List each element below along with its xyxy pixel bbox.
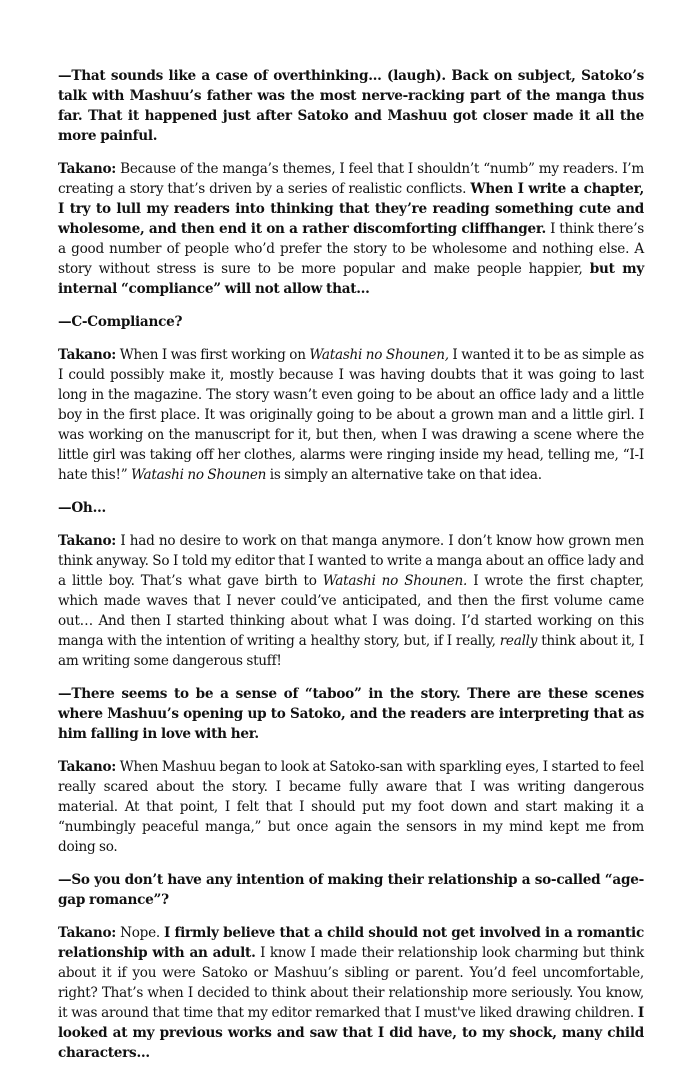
manga-title: Watashi no Shounen, <box>309 347 449 363</box>
question-text: —That sounds like a case of overthinking… (laugh). Back on subject, Satoko’s talk with Mashuu’s father was the most nerve-racking part of the manga thus far. That it happened just after Satoko and Mashuu got closer made it all the more painful. <box>58 68 644 144</box>
interview-question <box>58 684 644 744</box>
answer-emphasis: I firmly believe that a child should not get involved in a romantic relationship with an adult. <box>58 925 644 961</box>
manga-title: Watashi no Shounen. <box>322 573 468 589</box>
answer-text: Nope. <box>116 925 165 941</box>
answer-emphasis: I looked at my previous works and saw that I did have, to my shock, many child characters… <box>58 1005 644 1061</box>
interview-question <box>58 312 644 332</box>
interview-answer <box>58 159 644 299</box>
question-text: —Oh… <box>58 500 106 516</box>
question-text: —There seems to be a sense of “taboo” in the story. There are these scenes where Mashuu’s opening up to Satoko, and the readers are interpreting that as him falling in love with her. <box>58 686 644 742</box>
speaker-label: Takano: <box>58 347 117 363</box>
answer-text: When Mashuu began to look at Satoko-san with sparkling eyes, I started to feel really scared about the story. I became fully aware that I was writing dangerous material. At that point, I felt that I should put my foot down and start making it a “numbingly peaceful manga,” but once again the sensors in my mind kept me from doing so. <box>58 759 644 855</box>
question-text: —C-Compliance? <box>58 314 183 330</box>
speaker-label: Takano: <box>58 759 117 775</box>
answer-text: think about it, I am writing some dangerous stuff! <box>58 633 644 669</box>
interview-answer <box>58 531 644 671</box>
interview-question <box>58 66 644 146</box>
answer-text: When I was first working on <box>116 347 310 363</box>
manga-title: Watashi no Shounen <box>130 467 267 483</box>
document-page <box>58 66 644 1076</box>
answer-text: is simply an alternative take on that idea. <box>266 467 542 483</box>
interview-answer <box>58 757 644 857</box>
answer-emphasis: but my internal “compliance” will not allow that… <box>58 261 644 297</box>
answer-text: I know I made their relationship look charming but think about it if you were Satoko or Mashuu’s sibling or parent. You’d feel uncomfortable, right? That’s when I decided to think about their relationship more seriously. You know, it was around that time that my editor remarked that I must've liked drawing children. <box>58 945 645 1021</box>
speaker-label: Takano: <box>58 533 117 549</box>
answer-italic: really <box>499 633 538 649</box>
interview-question <box>58 870 644 910</box>
answer-text: I wanted it to be as simple as I could possibly make it, mostly because I was having doubts that it was going to last long in the magazine. The story wasn’t even going to be about an office lady and a little boy in the first place. It was originally going to be about a grown man and a little girl. I was working on the manuscript for it, but then, when I was drawing a scene where the little girl was taking off her clothes, alarms were ringing inside my head, telling me, “I-I hate this!” <box>58 347 644 483</box>
interview-answer <box>58 923 644 1063</box>
speaker-label: Takano: <box>58 925 117 941</box>
answer-text: I wrote the first chapter, which made waves that I never could’ve anticipated, and then the first volume came out… And then I started thinking about what I was doing. I’d started working on this manga with the intention of writing a healthy story, but, if I really, <box>58 573 644 649</box>
answer-text: I had no desire to work on that manga anymore. I don’t know how grown men think anyway. So I told my editor that I wanted to write a manga about an office lady and a little boy. That’s what gave birth to <box>58 533 644 589</box>
interview-answer <box>58 345 644 485</box>
speaker-label: Takano: <box>58 161 117 177</box>
answer-text: Because of the manga’s themes, I feel that I shouldn’t “numb” my readers. I’m creating a story that’s driven by a series of realistic conflicts. <box>58 161 644 197</box>
question-text: —So you don’t have any intention of making their relationship a so-called “age-gap romance”? <box>58 872 644 908</box>
answer-emphasis: When I write a chapter, I try to lull my readers into thinking that they’re reading something cute and wholesome, and then end it on a rather discomforting cliffhanger. <box>58 181 644 237</box>
interview-question <box>58 498 644 518</box>
answer-text: I think there’s a good number of people who’d prefer the story to be wholesome and nothing else. A story without stress is sure to be more popular and make people happier, <box>58 221 644 277</box>
